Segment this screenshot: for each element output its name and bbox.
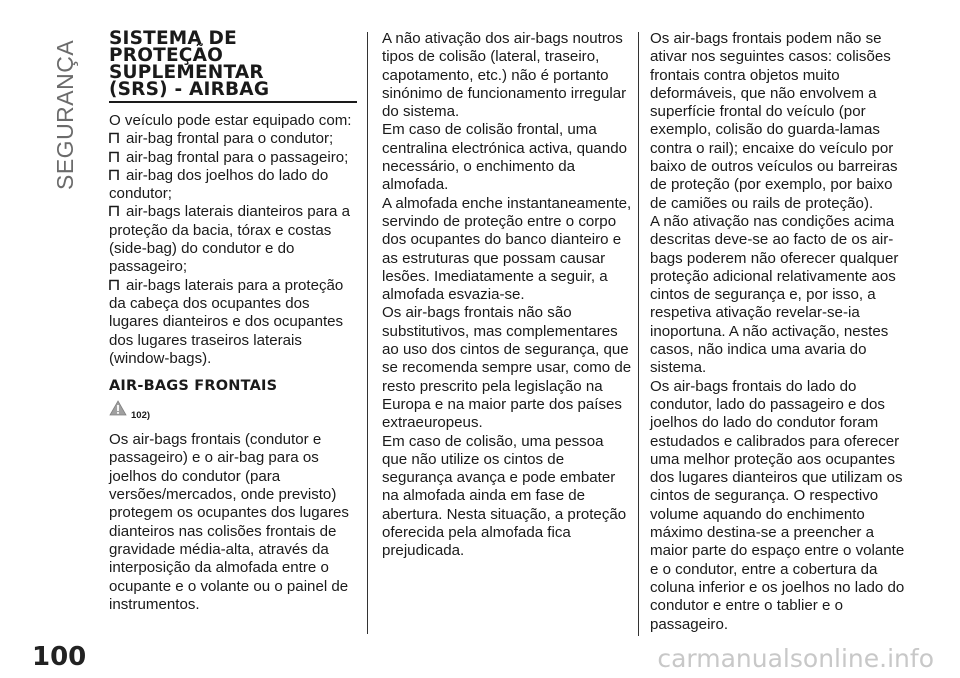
body-text: Os air-bags frontais (condutor e passageiro) e o air-bag para os joelhos do condutor (para versões/mercados, onde previsto) protegem os ocupantes dos lugares dianteiros nas colisões frontais de gravidade média-alta, através da interposição da almofada entre o ocupante e o volante ou o painel de instrumentos. — [109, 431, 349, 613]
paragraph: Os air-bags frontais não são substitutivos, mas complementares ao uso dos cintos de segurança, que se recomenda sempre usar, como de resto prescrito pela legislação na Europa e na maior parte dos países extraeuropeus. — [382, 304, 632, 432]
paragraph: A almofada enche instantaneamente, servindo de proteção entre o corpo dos ocupantes do banco dianteiro e as estruturas que possam causar lesões. Imediatamente a seguir, a almofada esvazia-se. — [382, 194, 632, 304]
column-3 — [650, 30, 906, 634]
bullet-box-icon — [109, 169, 119, 181]
bullet-box-icon — [109, 151, 119, 163]
section-heading: SISTEMA DE PROTEÇÃO SUPLEMENTAR (SRS) - AIRBAG — [109, 28, 270, 100]
bullet-box-icon — [109, 132, 119, 144]
warning-ref-number: 102) — [131, 410, 151, 422]
subheading: AIR-BAGS FRONTAIS — [109, 378, 278, 395]
list-item: air-bags laterais para a proteção da cabeça dos ocupantes dos lugares dianteiros e dos ocupantes dos lugares traseiros laterais (window-bags). — [109, 276, 344, 367]
paragraph: Em caso de colisão frontal, uma centralina electrónica activa, quando necessário, o enchimento da almofada. — [382, 121, 628, 194]
column-2 — [382, 30, 632, 561]
list-item: air-bags laterais dianteiros para a proteção da bacia, tórax e costas (side-bag) do condutor e do passageiro; — [109, 203, 351, 276]
intro-text: O veículo pode estar equipado com: — [109, 112, 352, 129]
column-1 — [109, 30, 359, 614]
list-item: air-bag dos joelhos do lado do condutor; — [109, 166, 329, 203]
paragraph: Os air-bags frontais podem não se ativar nos seguintes casos: colisões frontais contra objetos muito deformáveis, que não envolvem a superfície frontal do veículo (por exemplo, colisão do guarda-lamas contra o rail); encaixe do veículo por baixo de outros veículos ou barreiras de proteção (por exemplo, por baixo de camiões ou rails de proteção). — [650, 30, 898, 212]
page-number: 100 — [32, 642, 87, 672]
watermark: carmanualsonline.info — [657, 644, 934, 673]
list-item: air-bag frontal para o condutor; — [109, 130, 359, 148]
paragraph: Em caso de colisão, uma pessoa que não utilize os cintos de segurança avança e pode embater na almofada ainda em fase de abertura. Nesta situação, a proteção oferecida pela almofada fica prejudicada. — [382, 432, 627, 560]
bullet-box-icon — [109, 279, 119, 291]
paragraph: A não ativação dos air-bags noutros tipos de colisão (lateral, traseiro, capotamento, etc.) não é portanto sinónimo de funcionamento irregular do sistema. — [382, 30, 627, 121]
warning-triangle-icon — [109, 400, 127, 421]
warning-reference — [109, 401, 359, 421]
list-item: air-bag frontal para o passageiro; — [109, 149, 359, 167]
paragraph: A não ativação nas condições acima descritas deve-se ao facto de os air-bags poderem não oferecer qualquer proteção adicional relativamente aos cintos de segurança e, por isso, a respetiva ativação revelar-se-ia inoportuna. A não activação, nestes casos, não indica uma avaria do sistema. — [650, 212, 899, 377]
paragraph: Os air-bags frontais do lado do condutor, lado do passageiro e dos joelhos do lado do condutor foram estudados e calibrados para oferecer uma melhor proteção aos ocupantes dos lugares dianteiros que utilizam os cintos de segurança. O respectivo volume aquando do enchimento máximo destina-se a preencher a maior parte do espaço entre o volante e o condutor, entre a cobertura da coluna inferior e os joelhos no lado do condutor e entre o tablier e o passageiro. — [650, 377, 905, 633]
column-divider-2 — [638, 32, 639, 636]
bullet-box-icon — [109, 205, 119, 217]
heading-rule — [109, 101, 357, 103]
column-divider-1 — [367, 32, 368, 634]
section-side-label: SEGURANÇA — [52, 39, 78, 190]
